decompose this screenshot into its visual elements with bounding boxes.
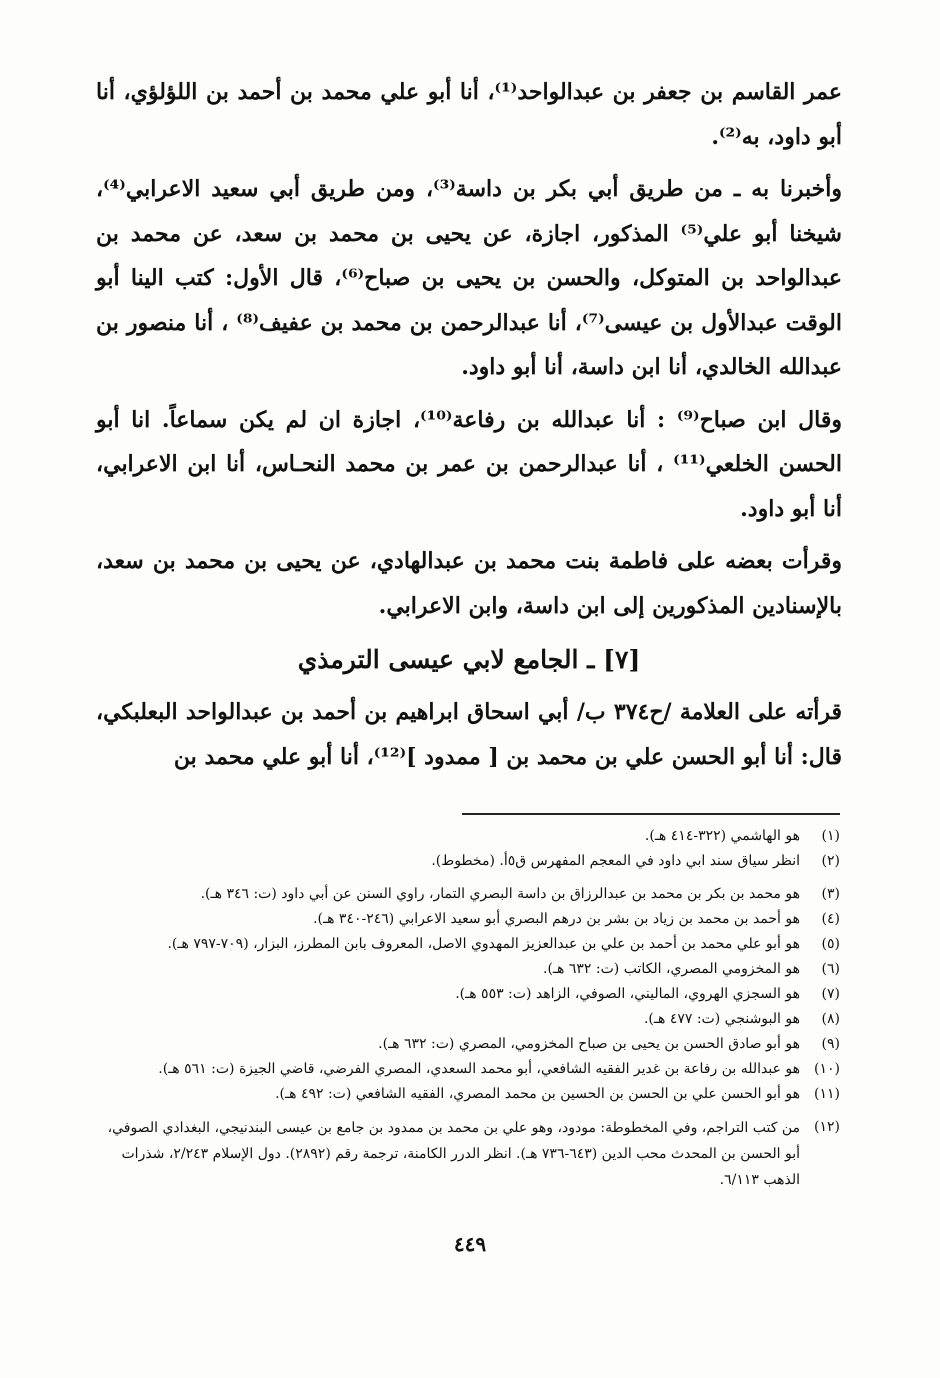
footnote xyxy=(96,824,840,849)
footnote-divider xyxy=(462,813,840,815)
footnote-text: هو الهاشمي (٣٢٢-٤١٤ هـ). xyxy=(644,828,800,844)
footnote-text: هو أبو علي محمد بن أحمد بن علي بن عبدالعزيز المهدوي الاصل، المعروف بابن المطرز، البزار، (٧٠٩-٧٩٧ هـ). xyxy=(167,936,800,952)
paragraph-1: عمر القاسم بن جعفر بن عبدالواحد⁽¹⁾، أنا أبو علي محمد بن أحمد بن اللؤلؤي، أنا أبو داود، به⁽²⁾. xyxy=(96,79,843,150)
footnote-text: هو محمد بن بكر بن محمد بن عبدالرزاق بن داسة البصري التمار، راوي السنن عن أبي داود (ت: ٣٤٦ هـ). xyxy=(200,886,800,902)
footnote-number: (٧) xyxy=(821,986,840,1002)
section-title: [٧] ـ الجامع لابي عيسى الترمذي xyxy=(297,645,641,674)
footnote-number: (٨) xyxy=(821,1011,840,1027)
paragraph-5: قرأته على العلامة /ح٣٧٤ ب/ أبي اسحاق ابراهيم بن أحمد بن عبدالواحد البعلبكي، قال: أنا أبو الحسن علي بن محمد بن [ ممدود ]⁽¹²⁾، أنا أبو علي محمد بن xyxy=(96,699,843,770)
page-number: ٤٤٩ xyxy=(453,1232,487,1256)
footnote-text: هو عبدالله بن رفاعة بن غدير الفقيه الشافعي، أبو محمد السعدي، المصري الفرضي، قاضي الجيزة (ت: ٥٦١ هـ). xyxy=(158,1061,800,1077)
footnote-number: (٩) xyxy=(821,1036,840,1052)
footnote-number: (٥) xyxy=(821,936,840,952)
main-text xyxy=(96,70,842,787)
footnote-number: (٢) xyxy=(821,853,840,869)
footnote xyxy=(96,1082,840,1107)
footnote xyxy=(96,849,840,874)
footnote xyxy=(96,957,840,982)
footnote xyxy=(96,932,840,957)
footnote-number: (١٢) xyxy=(814,1119,840,1135)
paragraph-4: وقرأت بعضه على فاطمة بنت محمد بن عبدالهادي، عن يحيى بن محمد بن سعد، بالإسنادين المذكورين إلى ابن داسة، وابن الاعرابي. xyxy=(96,548,842,619)
footnote xyxy=(96,907,840,932)
footnote-number: (٦) xyxy=(821,961,840,977)
footnote-text: انظر سياق سند ابي داود في المعجم المفهرس ق٥أ. (مخطوط). xyxy=(431,853,800,869)
footnote-text: هو المخزومي المصري، الكاتب (ت: ٦٣٢ هـ). xyxy=(543,961,800,977)
footnote-number: (١) xyxy=(821,828,840,844)
footnote-text: هو السجزي الهروي، الماليني، الصوفي، الزاهد (ت: ٥٥٣ هـ). xyxy=(455,986,800,1002)
footnote-number: (١٠) xyxy=(814,1061,840,1077)
footnote-text: هو أبو الحسن علي بن الحسن بن الحسين بن محمد المصري، الفقيه الشافعي (ت: ٤٩٢ هـ). xyxy=(275,1086,800,1102)
footnotes xyxy=(96,824,840,1193)
footnote xyxy=(96,1032,840,1057)
footnote-text: هو البوشنجي (ت: ٤٧٧ هـ). xyxy=(643,1011,800,1027)
footnote-number: (٤) xyxy=(821,911,840,927)
footnote xyxy=(96,982,840,1007)
footnote-text: هو أحمد بن محمد بن زياد بن بشر بن درهم البصري أبو سعيد الاعرابي (٢٤٦-٣٤٠ هـ). xyxy=(313,911,800,927)
footnote xyxy=(96,1057,840,1082)
footnote xyxy=(96,882,840,907)
footnote-number: (٣) xyxy=(821,886,840,902)
footnote-text: من كتب التراجم، وفي المخطوطة: مودود، وهو علي بن محمد بن ممدود بن جامع بن عيسى البندنيجي، البغدادي الصوفي، أبو الحسن بن المحدث محب الدين (٦٤٣-٧٣٦ هـ). انظر الدرر الكامنة، ترجمة رقم (٢٨٩٢). دول الإسلام ٢/٢٤٣، شذرات الذهب ٦/١١٣. xyxy=(107,1120,800,1188)
paragraph-3: وقال ابن صباح⁽⁹⁾ : أنا عبدالله بن رفاعة⁽¹⁰⁾، اجازة ان لم يكن سماعاً. انا أبو الحسن الخلعي⁽¹¹⁾ ، أنا عبدالرحمن بن عمر بن محمد النحـاس، أنا ابن الاعرابي، أنا أبو داود. xyxy=(96,406,842,522)
footnote-text: هو أبو صادق الحسن بن يحيى بن صباح المخزومي، المصري (ت: ٦٣٢ هـ). xyxy=(378,1036,800,1052)
paragraph-2: وأخبرنا به ـ من طريق أبي بكر بن داسة⁽³⁾، ومن طريق أبي سعيد الاعرابي⁽⁴⁾، شيخنا أبو علي⁽⁵⁾ المذكور، اجازة، عن يحيى بن محمد بن سعد، عن محمد بن عبدالواحد بن المتوكل، والحسن بن يحيى بن صباح⁽⁶⁾، قال الأول: كتب الينا أبو الوقت عبدالأول بن عيسى⁽⁷⁾، أنا عبدالرحمن بن محمد بن عفيف⁽⁸⁾ ، أنا منصور بن عبدالله الخالدي، أنا ابن داسة، أنا أبو داود. xyxy=(96,176,843,380)
footnote xyxy=(96,1115,840,1193)
footnote xyxy=(96,1007,840,1032)
footnote-number: (١١) xyxy=(814,1086,840,1102)
